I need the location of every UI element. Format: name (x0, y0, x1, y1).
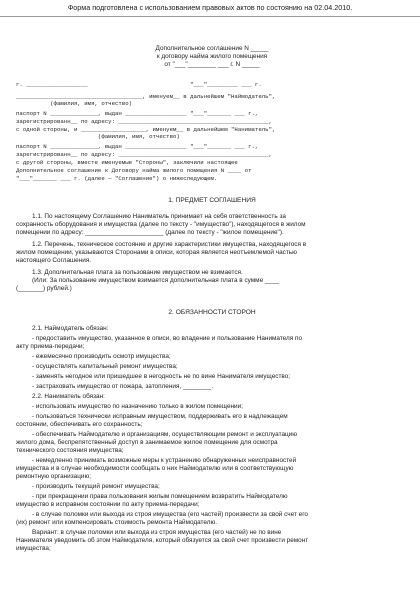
clause-line: состоянии, обеспечивать его сохранность; (16, 421, 143, 428)
clause-line: настоящего Соглашения. (16, 257, 92, 264)
clause-line: - пользоваться технически исправным имуществом, поддерживать его в надлежащем (32, 413, 288, 420)
clause-line: - предоставить имущество, указанное в описи, во владение и пользование Нанимателя по (32, 335, 302, 342)
parties-line: "___"_______ ___ г. (далее — "Соглашение") о нижеследующем. (16, 175, 218, 182)
clause-line: технического состояния имущества; (16, 447, 124, 454)
clause-line: помещении по адресу: ______________________ (далее по тексту - "жилое помещение"). (16, 229, 284, 236)
form-source-banner (0, 0, 420, 17)
section-heading: 2. ОБЯЗАННОСТИ СТОРОН (168, 309, 256, 316)
parties-line: зарегистрированн__ по адресу: ____________________________________________, (16, 118, 272, 125)
clause-line: - осуществлять капитальный ремонт имущества; (32, 363, 178, 370)
parties-line: с одной стороны, и ___________________, именуем__ в дальнейшем "Наниматель", (16, 126, 276, 133)
parties-line: паспорт N ______________, выдан __________________ "___"_______ ___ г., (16, 143, 259, 150)
clause-line: (Или: За пользование имуществом взимается дополнительная плата в сумме ____ (32, 277, 280, 284)
parties-line: паспорт N ______________, выдан __________________ "___"_______ ___ г., (16, 110, 259, 117)
parties-line: с другой стороны, вместе именуемые "Стороны", заключили настоящее (16, 159, 238, 166)
parties-line: _____________________________________, именуем__ в дальнейшем "Наймодатель", (16, 93, 276, 100)
clause-line: - застраховать имущество от пожара, затопления, ________. (32, 383, 214, 390)
clause-line: имущества и в случае необходимости сообщать о них Наймодателю или в соответствующую (16, 465, 294, 472)
clause-line: сохранность оборудования и имущества (далее по тексту - "имущество"), находящегося в жилом (16, 221, 306, 228)
clause-line: акту приема-передачи; (16, 343, 85, 350)
clause-line: 1.1. По настоящему Соглашению Наниматель принимает на себя ответственность за (32, 213, 286, 220)
clause-line: - в случае поломки или выхода из строя имущества (его частей) произвести за свой счет его (32, 511, 308, 518)
clause-line: жилом помещении, указываются Сторонами в описи, которая является неотъемлемой частью (16, 249, 297, 256)
clause-line: имущества; (16, 545, 51, 552)
banner-text: Форма подготовлена с использованием правовых актов по состоянию на 02.04.2010. (67, 3, 353, 12)
clause-line: 1.2. Перечень, техническое состояние и другие характеристики имущества, находящегося в (32, 241, 307, 248)
clause-line: 2.1. Наймодатель обязан: (32, 325, 109, 332)
clause-line: ремонтную организацию; (16, 473, 92, 480)
clause-line: (их) ремонт или компенсировать стоимость ремонта Наймодателю. (16, 519, 218, 526)
clause-line: Вариант: в случае поломки или выхода из строя имущества (его частей) не по вине (32, 529, 282, 536)
parties-line: г. __________________ "___"_________ ___ г. (16, 81, 262, 88)
agreement-date-number: от "___"________ ___ г. N _____ (164, 61, 260, 68)
agreement-title: Дополнительное соглашение N _____ (155, 45, 269, 52)
clause-line: жилого дома, беспрепятственный доступ в занимаемое жилое помещение для осмотра (16, 439, 278, 446)
clause-line: Нанимателя уведомить об этом Наймодателя, который обязуется за свой счет произвести ремонт (16, 537, 309, 544)
clause-line: - заменять негодное или пришедшее в негодность не по вине Нанимателя имущество; (32, 373, 291, 380)
section-heading: 1. ПРЕДМЕТ СОГЛАШЕНИЯ (168, 197, 256, 204)
clause-line: - ежемесячно производить осмотр имущества; (32, 353, 171, 360)
parties-line: (фамилия, имя, отчество) (16, 100, 133, 107)
clause-line: - при прекращении права пользования жилым помещением возвратить Наймодателю (32, 493, 288, 500)
agreement-subtitle: к договору найма жилого помещения (156, 53, 268, 60)
clause-line: - обеспечивать Наймодателю и организациям, осуществляющим ремонт и эксплуатацию (32, 431, 298, 438)
parties-line: (фамилия, имя, отчество) (16, 133, 180, 140)
clause-line: - производить текущий ремонт имущества; (32, 483, 160, 490)
clause-line: - использовать имущество по назначению только в жилом помещении; (32, 403, 243, 410)
clause-line: (_______) рублей.) (16, 285, 72, 292)
clause-line: 2.2. Наниматель обязан: (32, 393, 105, 400)
parties-line: зарегистрированн__ по адресу: ____________________________________________, (16, 151, 272, 158)
parties-line: Дополнительное соглашение к Договору найма жилого помещения N ____ от (16, 167, 252, 174)
clause-line: - немедленно принимать возможные меры к устранению обнаруженных неисправностей (32, 457, 297, 464)
clause-line: имущество в исправном состоянии по акту приема-передачи; (16, 501, 200, 508)
clause-line: 1.3. Дополнительная плата за пользование имуществом не взимается. (32, 269, 243, 276)
